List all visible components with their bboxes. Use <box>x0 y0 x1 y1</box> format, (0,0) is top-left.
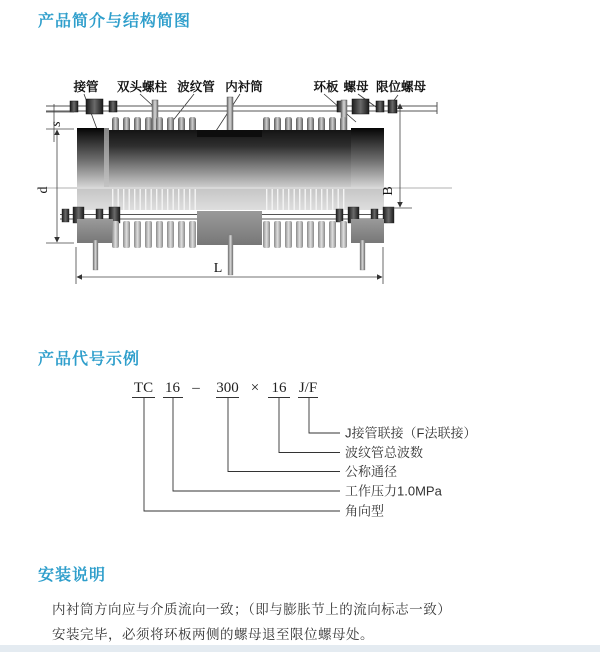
dimension-d <box>36 130 74 243</box>
structure-diagram <box>30 65 470 315</box>
dim-label-L: L <box>213 261 223 276</box>
dim-label-s: s <box>49 121 64 127</box>
product-code-line <box>134 380 317 396</box>
product-code-diagram <box>100 375 560 535</box>
code-connectors <box>144 398 340 512</box>
install-instructions <box>52 597 451 647</box>
callout-wave-count: 波纹管总波数 <box>345 445 424 460</box>
code-part-pressure: 16 <box>165 380 180 396</box>
label-bowenguan: 波纹管 <box>177 80 215 94</box>
install-line-1: 内衬筒方向应与介质流向一致；（即与膨胀节上的流向标志一致） <box>52 602 452 617</box>
diagram-part-labels <box>72 79 426 94</box>
label-huanban: 环板 <box>313 80 339 94</box>
section-heading-install: 安装说明 <box>38 567 107 584</box>
callout-connection: J接管联接（F法联接） <box>345 425 477 441</box>
page-footer-strip <box>0 645 600 652</box>
expansion-joint-body-top <box>38 128 452 188</box>
label-shuangtouluozhu: 双头螺柱 <box>116 80 168 94</box>
dim-label-d: d <box>36 186 51 194</box>
dim-label-B: B <box>381 186 396 196</box>
code-part-times: × <box>250 380 260 396</box>
label-jieguan: 接管 <box>73 80 99 94</box>
label-neichentong: 内衬筒 <box>225 80 263 94</box>
install-line-2: 安装完毕，必须将环板两侧的螺母退至限位螺母处。 <box>52 627 374 642</box>
label-luomu: 螺母 <box>343 80 369 94</box>
code-part-dash: – <box>192 380 200 396</box>
code-part-type: TC <box>133 380 154 396</box>
section-heading-intro: 产品简介与结构简图 <box>38 13 192 30</box>
callout-pressure: 工作压力1.0MPa <box>345 483 442 499</box>
label-xianweiluomu: 限位螺母 <box>375 80 427 94</box>
code-part-connection: J/F <box>298 380 318 396</box>
tie-rod-top <box>46 99 437 114</box>
code-callout-labels <box>345 426 476 519</box>
section-heading-code: 产品代号示例 <box>38 351 141 368</box>
code-part-diameter: 300 <box>216 380 239 396</box>
code-part-waves: 16 <box>271 380 287 396</box>
diagram-leader-lines <box>84 94 398 134</box>
dimension-B <box>381 104 412 208</box>
callout-diameter: 公称通径 <box>345 464 398 479</box>
callout-type: 角向型 <box>345 503 385 519</box>
